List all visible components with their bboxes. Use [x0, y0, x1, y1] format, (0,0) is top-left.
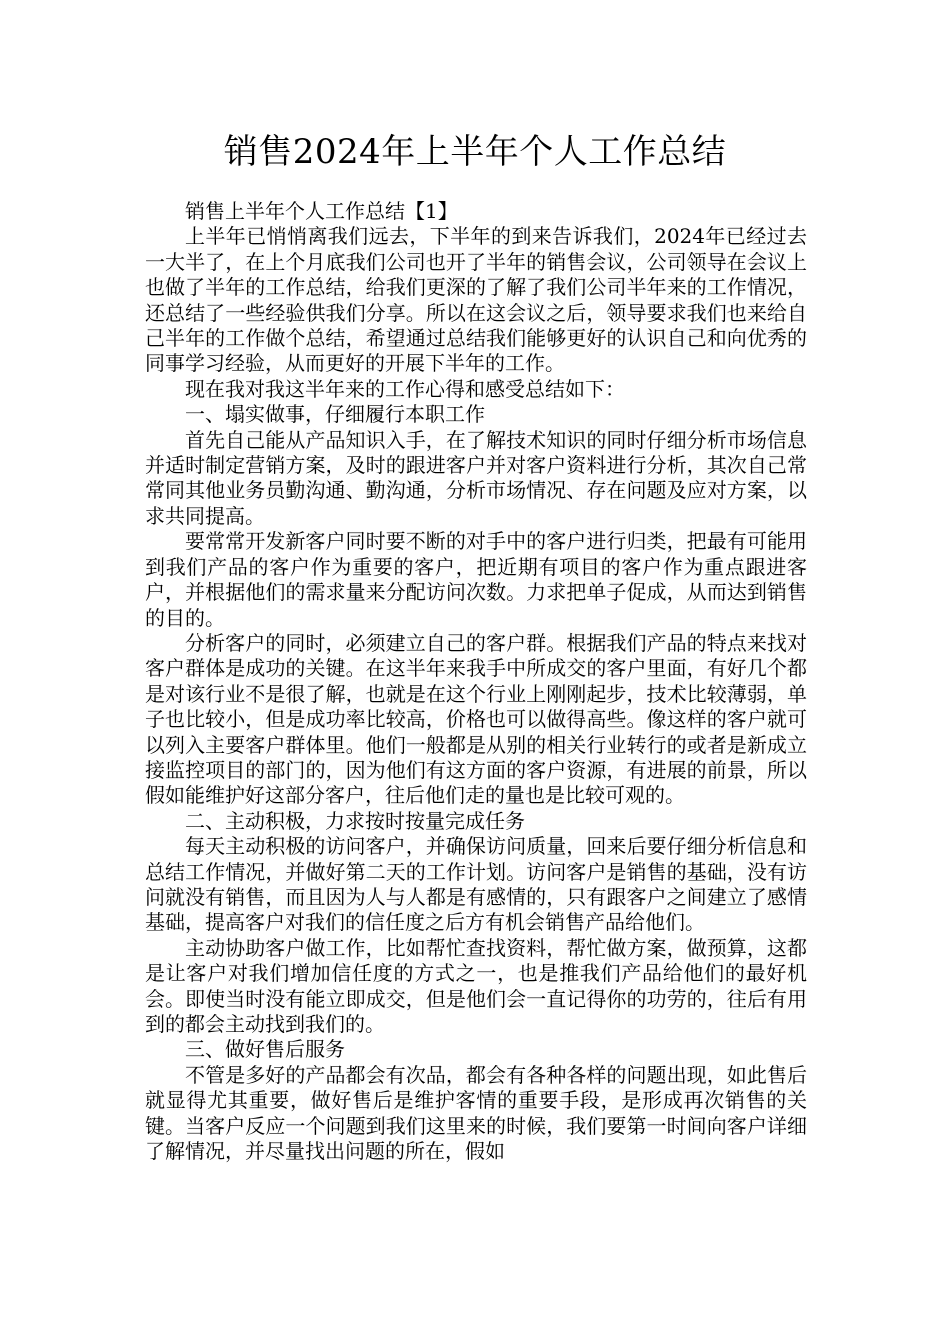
paragraph-section-1-b: 要常常开发新客户同时要不断的对手中的客户进行归类，把最有可能用到我们产品的客户作为重要的客户，把近期有项目的客户作为重点跟进客户，并根据他们的需求量来分配访问次数。力求把单子促成，从而达到销售的目的。	[145, 529, 807, 630]
paragraph-section-3-a: 不管是多好的产品都会有次品，都会有各种各样的问题出现，如此售后就显得尤其重要，做好售后是维护客情的重要手段，是形成再次销售的关键。当客户反应一个问题到我们这里来的时候，我们要第一时间向客户详细了解情况，并尽量找出问题的所在，假如	[145, 1062, 807, 1164]
paragraph-section-2-b: 主动协助客户做工作，比如帮忙查找资料，帮忙做方案，做预算，这都是让客户对我们增加信任度的方式之一，也是推我们产品给他们的最好机会。即使当时没有能立即成交，但是他们会一直记得你的功劳的，往后有用到的都会主动找到我们的。	[145, 935, 807, 1036]
document-body	[145, 196, 807, 1164]
paragraph-section-1-a: 首先自己能从产品知识入手，在了解技术知识的同时仔细分析市场信息并适时制定营销方案，及时的跟进客户并对客户资料进行分析，其次自己常常同其他业务员勤沟通、勤沟通，分析市场情况、存在问题及应对方案，以求共同提高。	[145, 427, 807, 528]
paragraph-section-2-a: 每天主动积极的访问客户，并确保访问质量，回来后要仔细分析信息和总结工作情况，并做好第二天的工作计划。访问客户是销售的基础，没有访问就没有销售，而且因为人与人都是有感情的，只有跟客户之间建立了感情基础，提高客户对我们的信任度之后方有机会销售产品给他们。	[145, 834, 807, 935]
document-title: 销售2024年上半年个人工作总结	[223, 132, 727, 172]
paragraph-summary-lead: 现在我对我这半年来的工作心得和感受总结如下：	[185, 376, 625, 401]
heading-section-1: 一、塌实做事，仔细履行本职工作	[185, 402, 485, 427]
heading-section-3: 三、做好售后服务	[185, 1037, 345, 1062]
section-subtitle: 销售上半年个人工作总结【1】	[185, 199, 458, 223]
heading-section-2: 二、主动积极，力求按时按量完成任务	[185, 808, 525, 833]
paragraph-intro: 上半年已悄悄离我们远去，下半年的到来告诉我们，2024年已经过去一大半了，在上个月底我们公司也开了半年的销售会议，公司领导在会议上也做了半年的工作总结，给我们更深的了解了我们公司半年来的工作情况，还总结了一些经验供我们分享。所以在这会议之后，领导要求我们也来给自己半年的工作做个总结，希望通过总结我们能够更好的认识自己和向优秀的同事学习经验，从而更好的开展下半年的工作。	[145, 224, 807, 376]
paragraph-section-1-c: 分析客户的同时，必须建立自己的客户群。根据我们产品的特点来找对客户群体是成功的关键。在这半年来我手中所成交的客户里面，有好几个都是对该行业不是很了解，也就是在这个行业上刚刚起步，技术比较薄弱，单子也比较小，但是成功率比较高，价格也可以做得高些。像这样的客户就可以列入主要客户群体里。他们一般都是从别的相关行业转行的或者是新成立接监控项目的部门的，因为他们有这方面的客户资源，有进展的前景，所以假如能维护好这部分客户，往后他们走的量也是比较可观的。	[145, 630, 807, 808]
